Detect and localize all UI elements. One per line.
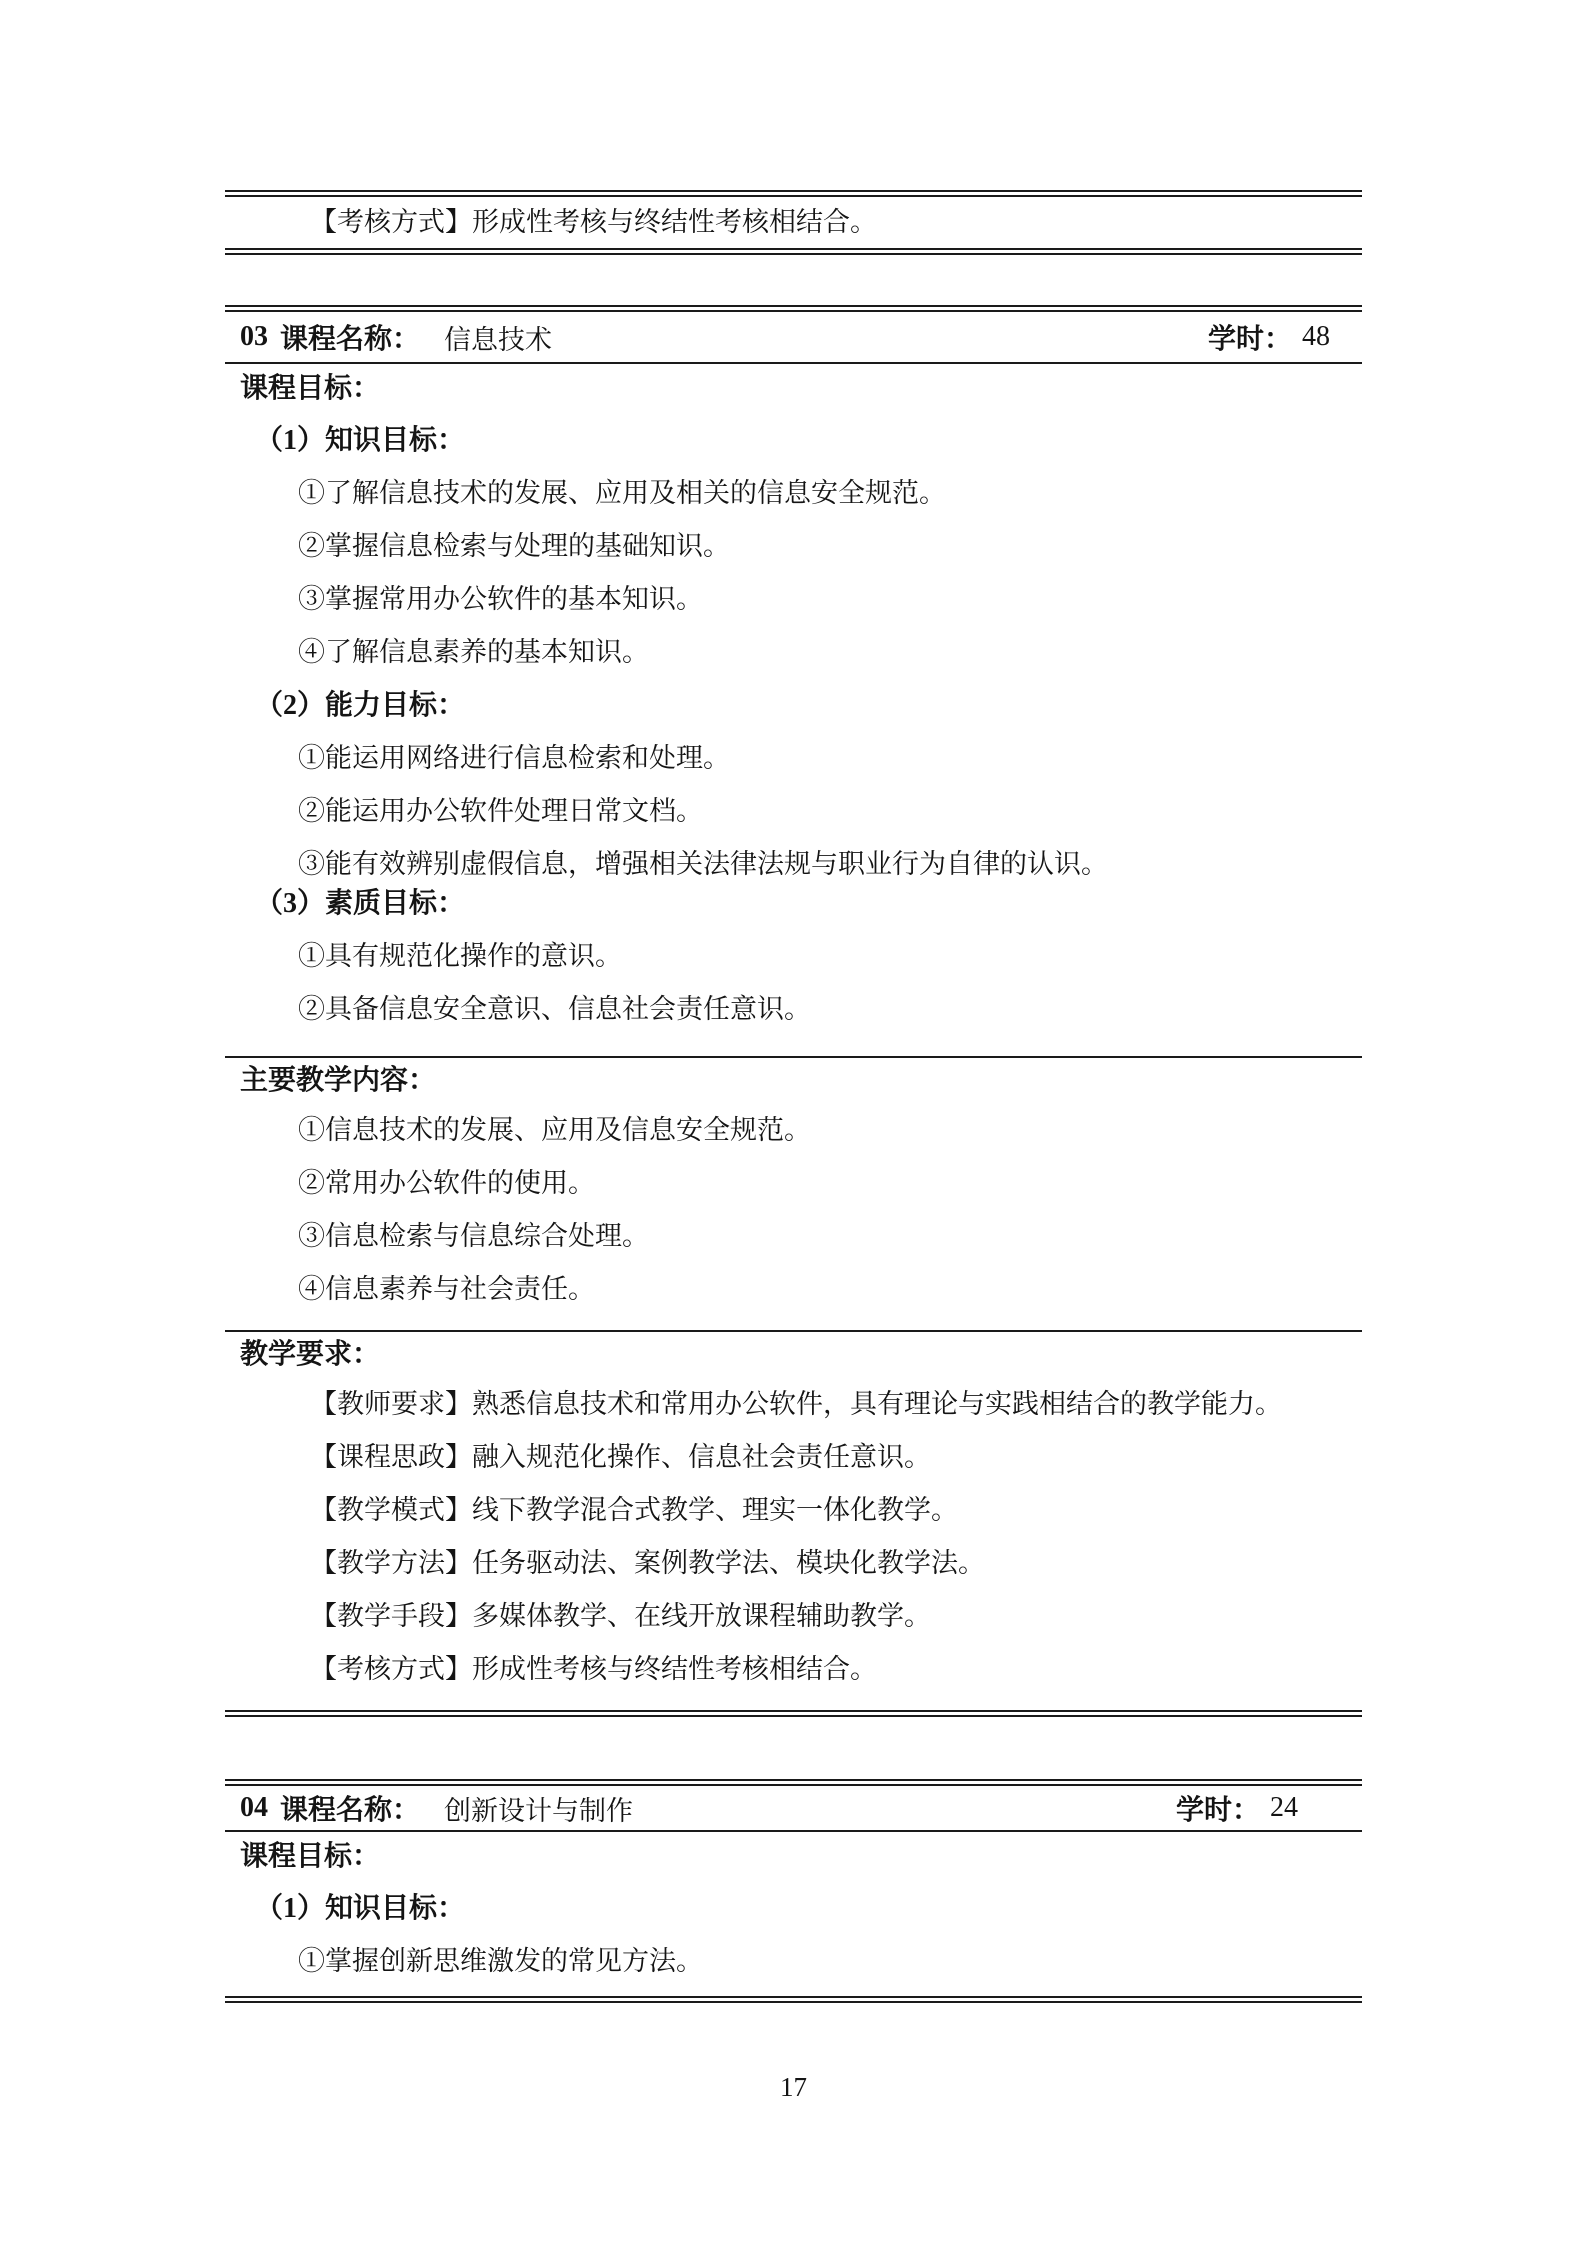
objective-item: ②能运用办公软件处理日常文档。 [298, 796, 703, 826]
objective-item: ①能运用网络进行信息检索和处理。 [298, 743, 730, 773]
requirement-item: 【教学模式】线下教学混合式教学、理实一体化教学。 [310, 1495, 958, 1525]
objective-item: ①具有规范化操作的意识。 [298, 941, 622, 971]
course-03-header-row [225, 312, 1362, 362]
objective-item: ③掌握常用办公软件的基本知识。 [298, 584, 703, 614]
content-item: ②常用办公软件的使用。 [298, 1168, 595, 1198]
objective-item: ①掌握创新思维激发的常见方法。 [298, 1946, 703, 1976]
content-item: ③信息检索与信息综合处理。 [298, 1221, 649, 1251]
table-border-top [225, 305, 1362, 312]
document-content [225, 0, 1362, 2003]
hours-value: 24 [1270, 1792, 1298, 1823]
objective-item: ①了解信息技术的发展、应用及相关的信息安全规范。 [298, 478, 946, 508]
objectives-heading: 课程目标： [240, 1841, 381, 1872]
hours-value: 48 [1302, 321, 1330, 352]
table-border-pagebreak [225, 1996, 1362, 2003]
objective-item: ③能有效辨别虚假信息，增强相关法律法规与职业行为自律的认识。 [298, 849, 1108, 879]
prev-course-table-fragment [225, 190, 1362, 255]
table-border-bottom [225, 1710, 1362, 1717]
ability-objectives-heading: （2）能力目标： [255, 690, 466, 721]
course-name-value: 信息技术 [444, 324, 553, 355]
course-name-label: 课程名称： [280, 324, 421, 355]
page-number: 17 [780, 2072, 807, 2102]
course-name-label: 课程名称： [280, 1795, 421, 1826]
objective-item: ④了解信息素养的基本知识。 [298, 637, 649, 667]
table-border-top [225, 1779, 1362, 1786]
requirement-item: 【教师要求】熟悉信息技术和常用办公软件，具有理论与实践相结合的教学能力。 [310, 1389, 1282, 1419]
knowledge-objectives-heading: （1）知识目标： [255, 1893, 466, 1924]
quality-objectives-heading: （3）素质目标： [255, 888, 466, 919]
requirement-item: 【课程思政】融入规范化操作、信息社会责任意识。 [310, 1442, 931, 1472]
course-hours [1176, 1788, 1298, 1828]
course-code: 03 [240, 321, 268, 352]
objective-item: ②具备信息安全意识、信息社会责任意识。 [298, 994, 811, 1024]
content-item: ④信息素养与社会责任。 [298, 1274, 595, 1304]
teaching-content-heading: 主要教学内容： [240, 1065, 437, 1096]
content-item: ①信息技术的发展、应用及信息安全规范。 [298, 1115, 811, 1145]
course-04-table [225, 1779, 1362, 2003]
course-code: 04 [240, 1792, 268, 1823]
assessment-method-line: 【考核方式】形成性考核与终结性考核相结合。 [310, 207, 877, 237]
requirement-item: 【考核方式】形成性考核与终结性考核相结合。 [310, 1654, 877, 1684]
objective-item: ②掌握信息检索与处理的基础知识。 [298, 531, 730, 561]
course-name-value: 创新设计与制作 [444, 1795, 634, 1826]
objectives-heading: 课程目标： [240, 373, 381, 404]
course-03-table [225, 305, 1362, 1717]
knowledge-objectives-heading: （1）知识目标： [255, 425, 466, 456]
hours-label: 学时： [1175, 1795, 1260, 1826]
requirement-item: 【教学手段】多媒体教学、在线开放课程辅助教学。 [310, 1601, 931, 1631]
requirement-item: 【教学方法】任务驱动法、案例教学法、模块化教学法。 [310, 1548, 985, 1578]
hours-label: 学时： [1207, 324, 1292, 355]
course-hours [1208, 317, 1330, 357]
table-border-bottom [225, 248, 1362, 255]
teaching-requirements-heading: 教学要求： [240, 1339, 381, 1370]
table-border-top [225, 190, 1362, 197]
course-04-header-row [225, 1786, 1362, 1830]
